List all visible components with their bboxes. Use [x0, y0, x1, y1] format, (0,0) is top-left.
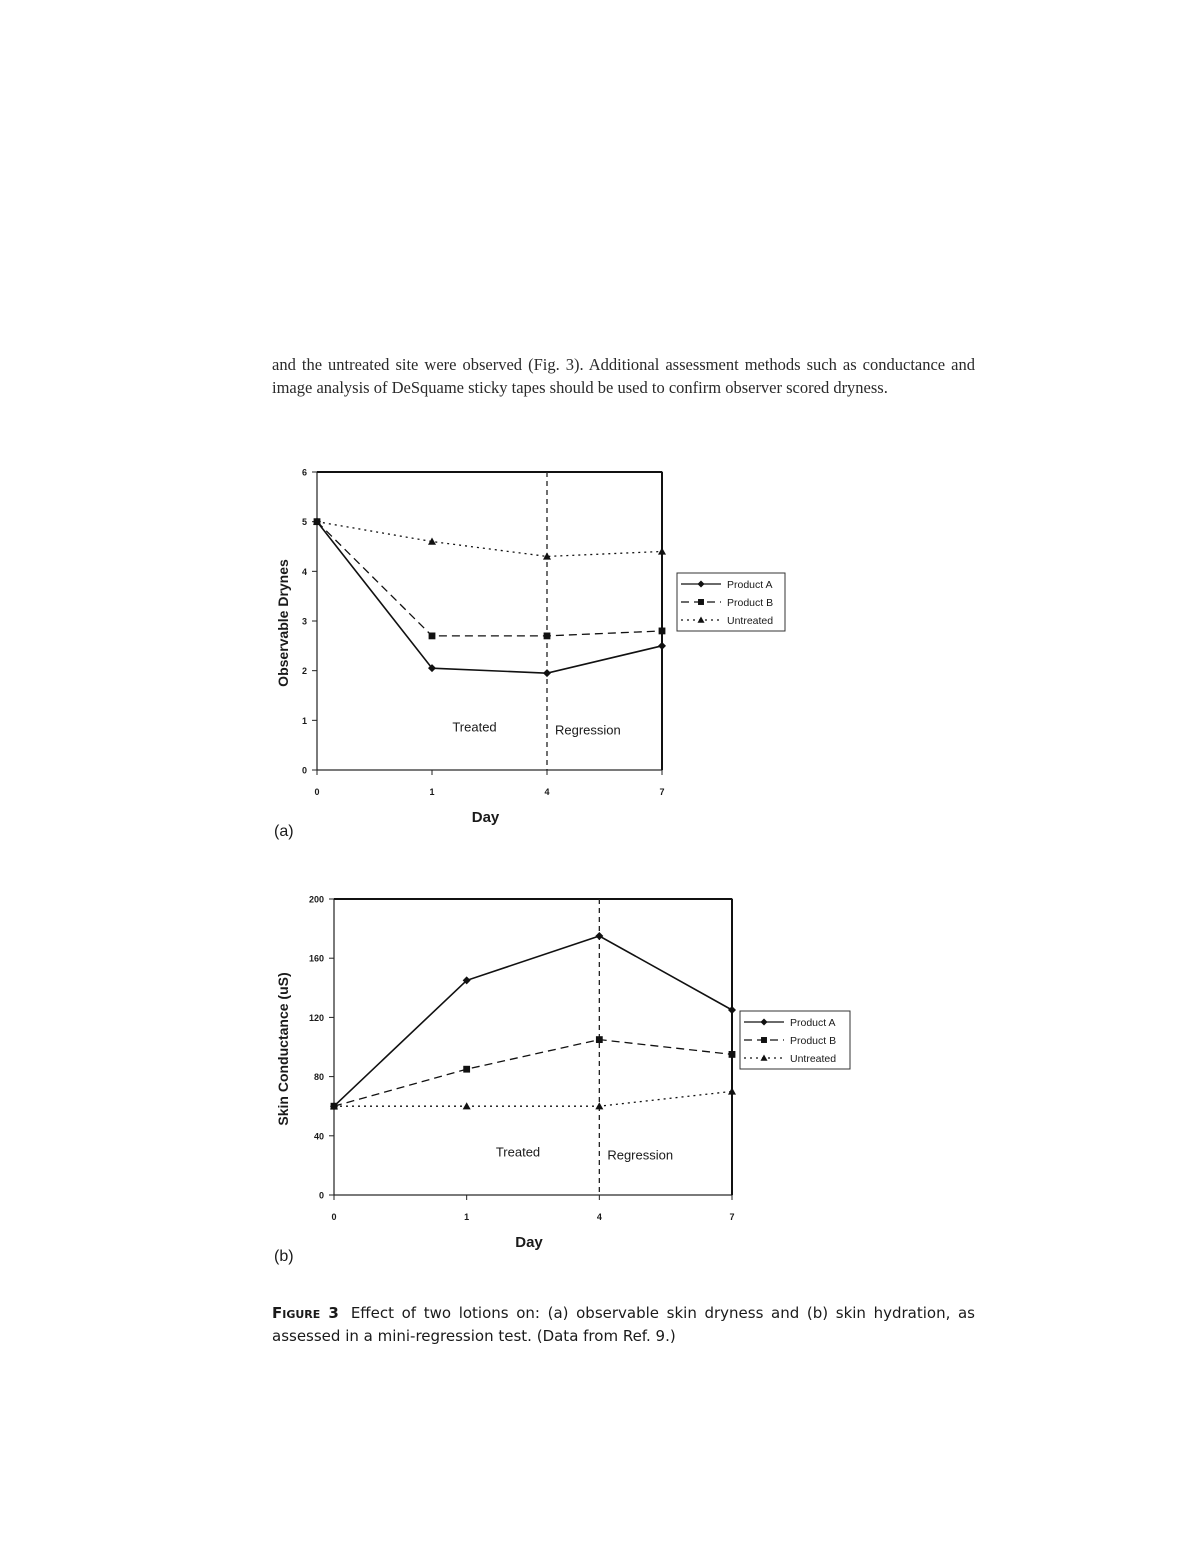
data-point [463, 1066, 470, 1073]
series-line-0 [334, 936, 732, 1106]
legend-marker [698, 599, 704, 605]
data-point [428, 538, 436, 545]
y-tick-label: 4 [301, 566, 307, 577]
panel-label: (a) [274, 823, 294, 840]
data-point [659, 628, 666, 635]
x-tick-label: 1 [464, 1212, 470, 1222]
legend-label: Product A [790, 1017, 836, 1029]
figure-3a-chart [262, 458, 822, 850]
y-tick-label: 0 [318, 1190, 324, 1201]
y-tick-label: 6 [301, 467, 307, 478]
y-tick-label: 3 [301, 616, 307, 627]
y-tick-label: 120 [308, 1012, 324, 1023]
data-point [596, 1036, 603, 1043]
y-tick-label: 1 [301, 715, 307, 726]
x-tick-label: 7 [729, 1212, 735, 1222]
legend-marker [761, 1037, 767, 1043]
data-point [543, 669, 551, 677]
x-tick-label: 1 [429, 787, 435, 797]
y-tick-label: 5 [301, 517, 307, 528]
x-axis-title: Day [471, 809, 500, 826]
data-point [658, 642, 666, 650]
data-point [595, 1102, 603, 1109]
legend-label: Product A [727, 579, 773, 591]
data-point [595, 932, 603, 940]
caption-label: Figure 3 [272, 1304, 339, 1322]
series-line-1 [317, 522, 662, 636]
body-paragraph: and the untreated site were observed (Fig. 3). Additional assessment methods such as conductance and image analysis of DeSquame sticky tapes should be used to confirm observer scored dryness. [272, 354, 975, 397]
data-point [544, 633, 551, 640]
annotation-regression: Regression [555, 722, 621, 738]
x-tick-label: 4 [596, 1212, 602, 1222]
x-axis-title: Day [515, 1234, 543, 1251]
y-tick-label: 200 [308, 894, 324, 905]
legend-label: Untreated [727, 615, 774, 627]
x-tick-label: 7 [659, 787, 665, 797]
legend-label: Product B [790, 1035, 837, 1047]
legend-label: Product B [727, 597, 774, 609]
y-axis-title: Skin Conductance (uS) [275, 972, 291, 1126]
figure-caption [272, 1302, 975, 1348]
legend-label: Untreated [790, 1053, 837, 1065]
series-line-0 [317, 522, 662, 673]
series-line-2 [334, 1091, 732, 1106]
y-tick-label: 40 [313, 1131, 324, 1142]
data-point [658, 547, 666, 554]
panel-label: (b) [274, 1248, 294, 1265]
y-tick-label: 160 [308, 953, 324, 964]
data-point [729, 1051, 736, 1058]
data-point [463, 1102, 471, 1109]
y-tick-label: 0 [301, 765, 307, 776]
x-tick-label: 0 [331, 1212, 337, 1222]
x-tick-label: 4 [544, 787, 550, 797]
caption-text: Effect of two lotions on: (a) observable skin dryness and (b) skin hydration, as assessed in a mini-regression test. (Data from Ref. 9.) [272, 1304, 975, 1345]
annotation-treated: Treated [452, 719, 497, 735]
data-point [728, 1087, 736, 1094]
annotation-regression: Regression [607, 1147, 674, 1163]
series-line-2 [317, 522, 662, 557]
figure-3b-chart [262, 885, 882, 1277]
annotation-treated: Treated [495, 1144, 541, 1160]
x-tick-label: 0 [314, 787, 320, 797]
y-axis-title: Observable Drynes [275, 559, 291, 687]
y-tick-label: 2 [301, 666, 307, 677]
data-point [728, 1006, 736, 1014]
y-tick-label: 80 [313, 1072, 324, 1083]
data-point [429, 633, 436, 640]
